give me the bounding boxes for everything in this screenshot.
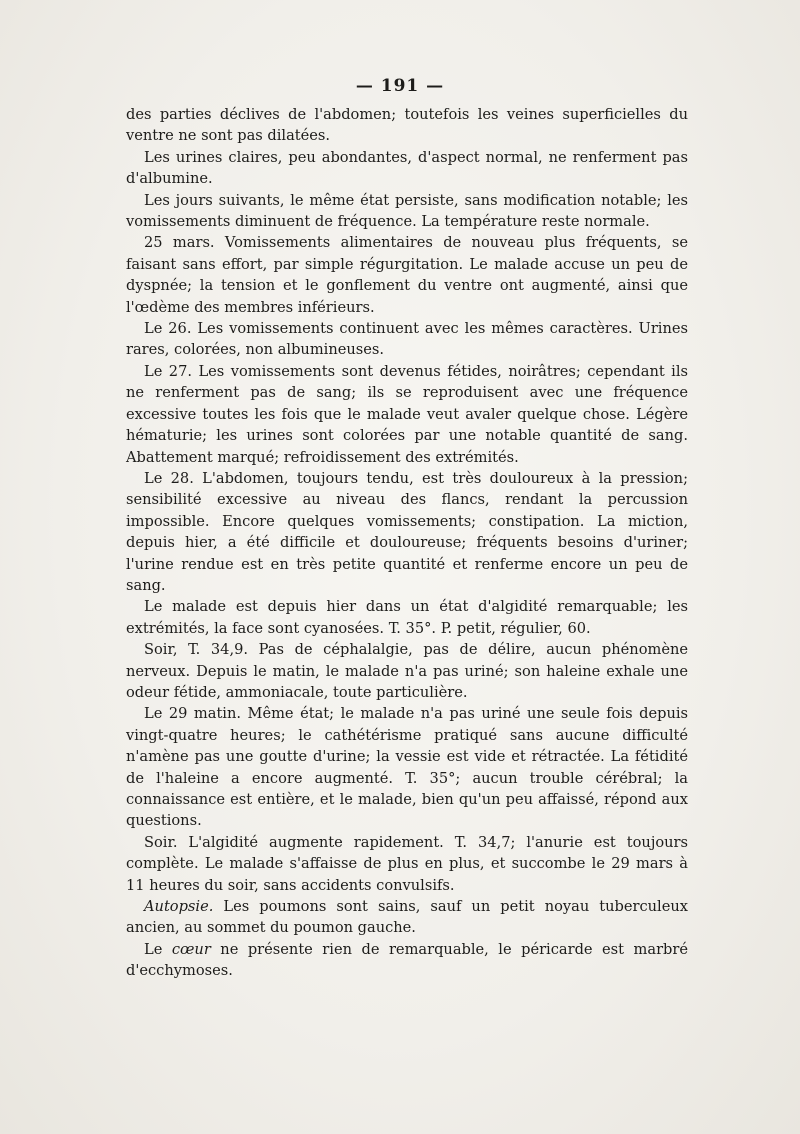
italic-word: cœur	[171, 940, 211, 958]
paragraph-lead: Le	[144, 940, 172, 958]
paragraph: Le 28. L'abdomen, toujours tendu, est très douloureux à la pression; sensibilité excessive au niveau des flancs, rendant la percussion impossible. Encore quelques vomissements; constipation. La miction, depuis hier, a été difficile et douloureuse; fréquents besoins d'uriner; l'urine rendue est en très petite quantité et renferme encore un peu de sang.	[126, 469, 688, 594]
body-text	[126, 104, 688, 982]
paragraph: Le 27. Les vomissements sont devenus fétides, noirâtres; cependant ils ne renferment pas de sang; ils se reproduisent avec une fréquence excessive toutes les fois que le malade veut avaler quelque chose. Légère hématurie; les urines sont colorées par une notable quantité de sang. Abattement marqué; refroidissement des extrémités.	[126, 362, 688, 466]
paragraph: 25 mars. Vomissements alimentaires de nouveau plus fréquents, se faisant sans effort, par simple régurgitation. Le malade accuse un peu de dyspnée; la tension et le gonflement du ventre ont augmenté, ainsi que l'œdème des membres inférieurs.	[126, 234, 688, 316]
paragraph: Les urines claires, peu abondantes, d'aspect normal, ne renferment pas d'albumine.	[126, 148, 688, 188]
paragraph: des parties déclives de l'abdomen; toutefois les veines superficielles du ventre ne sont pas dilatées.	[126, 106, 688, 145]
paragraph: Le 29 matin. Même état; le malade n'a pas uriné une seule fois depuis vingt-quatre heures; le cathétérisme pratiqué sans aucune difficulté n'amène pas une goutte d'urine; la vessie est vide et rétractée. La fétidité de l'haleine a encore augmenté. T. 35°; aucun trouble cérébral; la connaissance est entière, et le malade, bien qu'un peu affaissé, répond aux questions.	[126, 705, 688, 830]
paragraph: Les jours suivants, le même état persiste, sans modification notable; les vomissements diminuent de fréquence. La température reste normale.	[126, 191, 688, 231]
paragraph: Le malade est depuis hier dans un état d'algidité remarquable; les extrémités, la face sont cyanosées. T. 35°. P. petit, régulier, 60.	[126, 598, 688, 637]
paragraph-coeur	[126, 939, 688, 982]
paragraph-autopsie	[126, 896, 688, 939]
paragraph: Soir, T. 34,9. Pas de céphalalgie, pas de délire, aucun phénomène nerveux. Depuis le matin, le malade n'a pas uriné; son haleine exhale une odeur fétide, ammoniacale, toute particulière.	[126, 641, 688, 701]
italic-lead: Autopsie.	[144, 898, 214, 916]
paragraph-text: ne présente rien de remarquable, le péricarde est marbré d'ecchymoses.	[126, 940, 688, 980]
paragraph: Le 26. Les vomissements continuent avec les mêmes caractères. Urines rares, colorées, non albumineuses.	[126, 320, 688, 359]
page-number: — 191 —	[355, 76, 445, 96]
paragraph: Soir. L'algidité augmente rapidement. T. 34,7; l'anurie est toujours complète. Le malade s'affaisse de plus en plus, et succombe le 29 mars à 11 heures du soir, sans accidents convulsifs.	[126, 833, 688, 894]
paragraph-text: Les poumons sont sains, sauf un petit noyau tuberculeux ancien, au sommet du poumon gauche.	[126, 898, 688, 937]
